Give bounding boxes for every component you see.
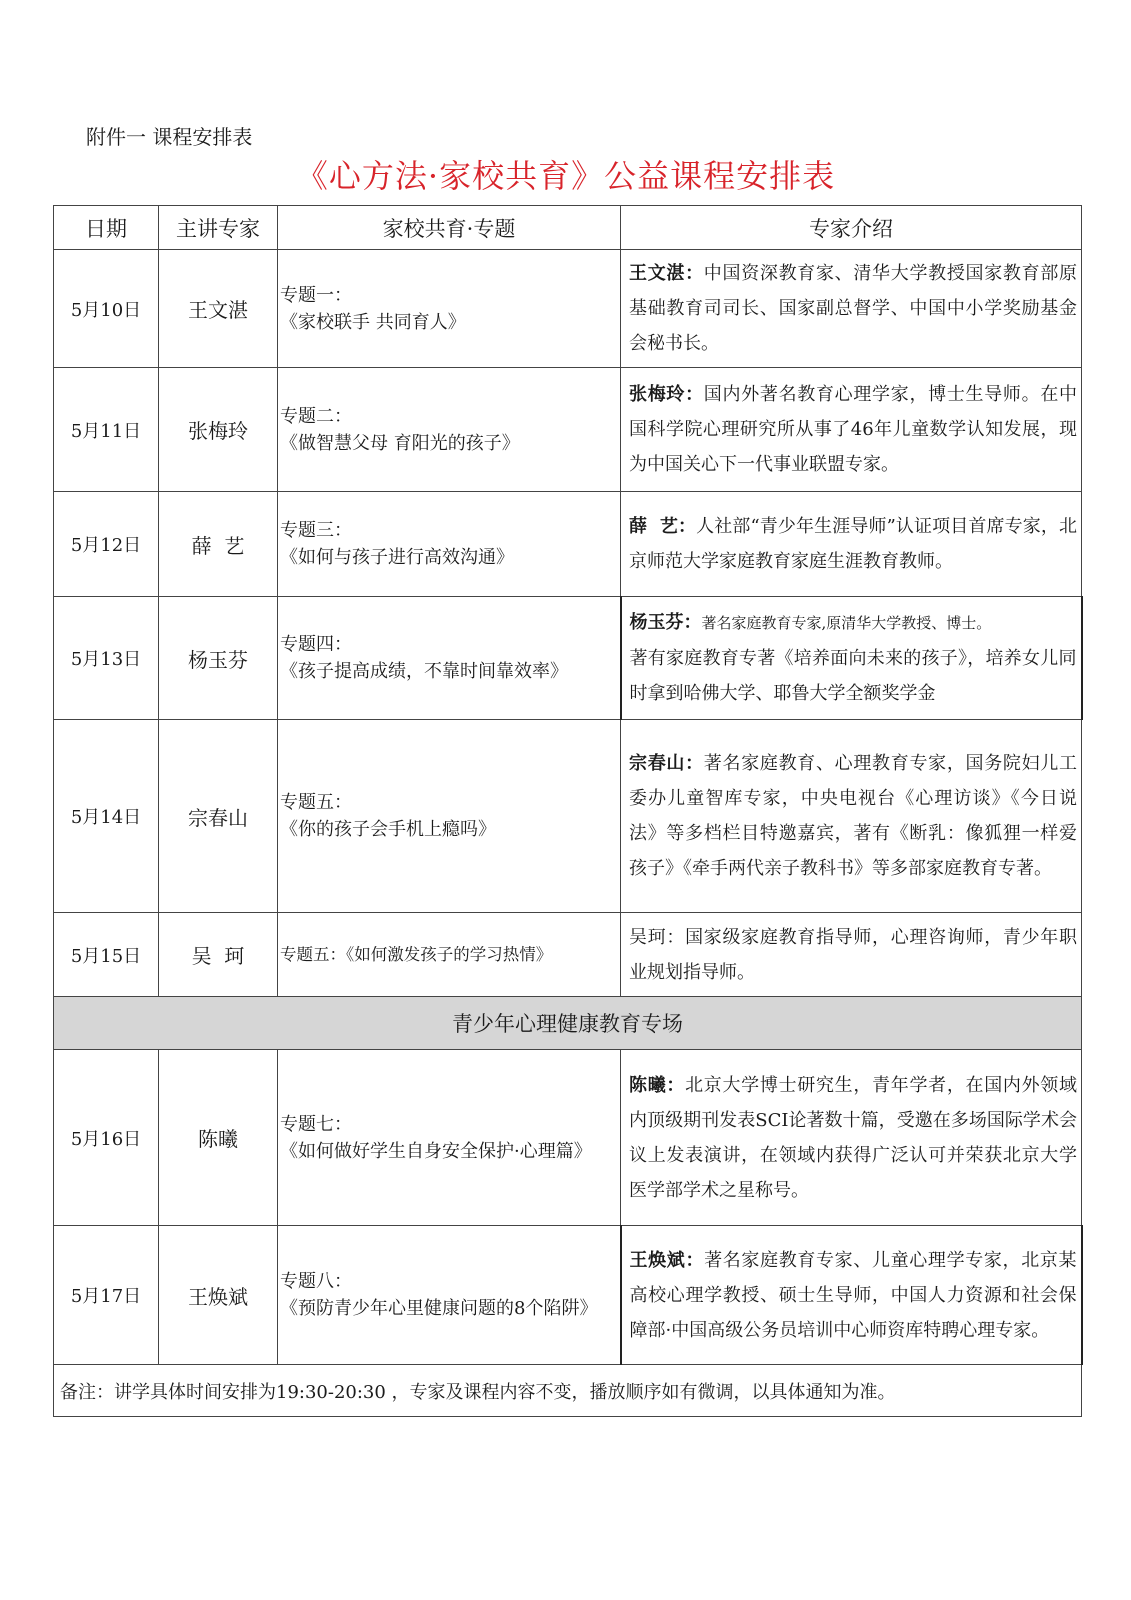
topic-title: 《预防青少年心里健康问题的8个陷阱》 — [280, 1298, 598, 1319]
table-row — [54, 368, 1082, 492]
note-text: 备注：讲学具体时间安排为19:30-20:30 ，专家及课程内容不变，播放顺序如有微调，以具体通知为准。 — [54, 1365, 1082, 1417]
intro-name: 张梅玲： — [629, 384, 704, 405]
header-topic: 家校共育·专题 — [278, 206, 621, 250]
topic-title: 《孩子提高成绩，不靠时间靠效率》 — [280, 661, 568, 682]
intro-cell — [621, 368, 1082, 492]
topic-cell — [278, 492, 621, 597]
intro-cell — [621, 250, 1082, 368]
intro-text: 著有家庭教育专著《培养面向未来的孩子》，培养女儿同时拿到哈佛大学、耶鲁大学全额奖学金 — [629, 648, 1077, 704]
intro-name: 杨玉芬： — [629, 612, 702, 633]
topic-number: 专题五： — [280, 792, 352, 813]
date-cell: 5月14日 — [54, 720, 159, 913]
table-row — [54, 492, 1082, 597]
speaker-cell: 杨玉芬 — [159, 597, 278, 720]
topic-cell — [278, 368, 621, 492]
date-cell: 5月17日 — [54, 1226, 159, 1365]
intro-name: 王文湛： — [629, 263, 704, 284]
topic-title: 《如何与孩子进行高效沟通》 — [280, 547, 514, 568]
topic-title: 专题五：《如何激发孩子的学习热情》 — [280, 945, 553, 964]
topic-number: 专题七： — [280, 1113, 352, 1135]
table-row — [54, 1226, 1082, 1365]
topic-cell — [278, 597, 621, 720]
intro-name: 宗春山： — [629, 753, 704, 774]
date-cell: 5月15日 — [54, 913, 159, 997]
intro-cell — [621, 492, 1082, 597]
topic-cell — [278, 250, 621, 368]
topic-number: 专题二： — [280, 405, 352, 427]
intro-text: 人社部“青少年生涯导师”认证项目首席专家，北京师范大学家庭教育家庭生涯教育教师。 — [629, 516, 1077, 572]
topic-number: 专题八： — [280, 1271, 352, 1292]
topic-number: 专题三： — [280, 520, 352, 541]
date-cell: 5月11日 — [54, 368, 159, 492]
header-date: 日期 — [54, 206, 159, 250]
intro-name: 薛 艺： — [629, 516, 697, 537]
topic-number: 专题四： — [280, 634, 352, 655]
date-cell: 5月16日 — [54, 1050, 159, 1226]
table-row — [54, 913, 1082, 997]
speaker-cell: 王焕斌 — [159, 1226, 278, 1365]
topic-title: 《家校联手 共同育人》 — [280, 311, 466, 333]
topic-title: 《你的孩子会手机上瘾吗》 — [280, 819, 496, 840]
speaker-cell: 陈曦 — [159, 1050, 278, 1226]
date-cell: 5月12日 — [54, 492, 159, 597]
intro-text: 著名家庭教育专家、儿童心理学专家，北京某高校心理学教授、硕士生导师，中国人力资源和社会保障部·中国高级公务员培训中心师资库特聘心理专家。 — [629, 1249, 1077, 1341]
table-row — [54, 720, 1082, 913]
table-row — [54, 1050, 1082, 1226]
topic-cell — [278, 1226, 621, 1365]
intro-text-small: 著名家庭教育专家,原清华大学教授、博士。 — [701, 614, 992, 632]
speaker-cell: 吴 珂 — [159, 913, 278, 997]
table-row — [54, 597, 1082, 720]
topic-cell — [278, 720, 621, 913]
topic-number: 专题一： — [280, 284, 352, 306]
intro-text: 北京大学博士研究生，青年学者，在国内外领域内顶级期刊发表SCI论著数十篇，受邀在多场国际学术会议上发表演讲，在领域内获得广泛认可并荣获北京大学医学部学术之星称号。 — [629, 1074, 1078, 1201]
date-cell: 5月13日 — [54, 597, 159, 720]
intro-text: 国内外著名教育心理学家，博士生导师。在中国科学院心理研究所从事了46年儿童数学认知发展，现为中国关心下一代事业联盟专家。 — [629, 384, 1078, 475]
intro-cell — [621, 913, 1082, 997]
topic-title: 《做智慧父母 育阳光的孩子》 — [280, 432, 520, 454]
course-schedule-table — [53, 205, 1083, 1417]
date-cell: 5月10日 — [54, 250, 159, 368]
intro-cell — [621, 720, 1082, 913]
topic-cell — [278, 1050, 621, 1226]
table-row — [54, 250, 1082, 368]
intro-text: 中国资深教育家、清华大学教授国家教育部原基础教育司司长、国家副总督学、中国中小学奖励基金会秘书长。 — [629, 263, 1078, 354]
note-row — [54, 1365, 1082, 1417]
intro-cell — [621, 1226, 1082, 1365]
header-speaker: 主讲专家 — [159, 206, 278, 250]
document-title: 《心方法·家校共育》公益课程安排表 — [295, 157, 836, 195]
header-intro: 专家介绍 — [621, 206, 1082, 250]
topic-cell — [278, 913, 621, 997]
intro-text: 国家级家庭教育指导师，心理咨询师，青少年职业规划指导师。 — [629, 926, 1078, 983]
speaker-cell: 王文湛 — [159, 250, 278, 368]
speaker-cell: 薛 艺 — [159, 492, 278, 597]
intro-cell — [621, 597, 1082, 720]
speaker-cell: 张梅玲 — [159, 368, 278, 492]
section-title: 青少年心理健康教育专场 — [54, 997, 1082, 1050]
topic-title: 《如何做好学生自身安全保护·心理篇》 — [280, 1140, 592, 1162]
speaker-cell: 宗春山 — [159, 720, 278, 913]
intro-name: 吴珂： — [629, 926, 686, 948]
section-row — [54, 997, 1082, 1050]
intro-text: 著名家庭教育、心理教育专家，国务院妇儿工委办儿童智库专家，中央电视台《心理访谈》《今日说法》等多档栏目特邀嘉宾，著有《断乳：像狐狸一样爱孩子》《牵手两代亲子教科书》等多部家庭教育专著。 — [629, 753, 1078, 879]
header-row — [54, 206, 1082, 250]
attachment-label: 附件一 课程安排表 — [86, 125, 253, 149]
intro-name: 王焕斌： — [629, 1249, 705, 1271]
intro-name: 陈曦： — [629, 1074, 686, 1096]
intro-cell — [621, 1050, 1082, 1226]
